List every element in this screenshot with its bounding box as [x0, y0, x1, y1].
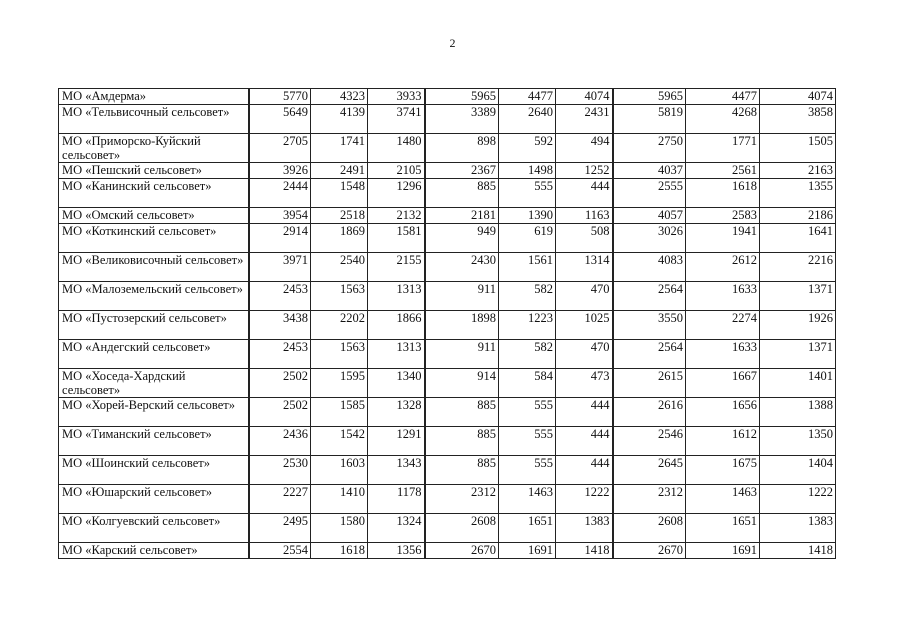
value-cell: 1222 [760, 485, 836, 514]
value-cell: 1691 [499, 543, 556, 559]
value-cell: 1350 [760, 427, 836, 456]
value-cell: 1869 [311, 224, 368, 253]
table-row [59, 89, 836, 105]
value-cell: 2612 [686, 253, 760, 282]
value-cell: 2564 [613, 282, 686, 311]
value-cell: 1388 [760, 398, 836, 427]
value-cell: 1223 [499, 311, 556, 340]
value-cell: 1898 [425, 311, 499, 340]
value-cell: 2616 [613, 398, 686, 427]
table-body [59, 89, 836, 559]
value-cell: 2431 [556, 105, 613, 134]
municipality-name-cell: МО «Канинский сельсовет» [59, 179, 249, 208]
municipality-name-cell: МО «Малоземельский сельсовет» [59, 282, 249, 311]
value-cell: 1675 [686, 456, 760, 485]
value-cell: 5965 [425, 89, 499, 105]
value-cell: 2274 [686, 311, 760, 340]
table-row [59, 456, 836, 485]
value-cell: 2436 [249, 427, 311, 456]
table-row [59, 485, 836, 514]
value-cell: 2155 [368, 253, 425, 282]
value-cell: 1178 [368, 485, 425, 514]
value-cell: 885 [425, 427, 499, 456]
value-cell: 1418 [556, 543, 613, 559]
value-cell: 1618 [686, 179, 760, 208]
value-cell: 4037 [613, 163, 686, 179]
value-cell: 1343 [368, 456, 425, 485]
value-cell: 2555 [613, 179, 686, 208]
value-cell: 2502 [249, 369, 311, 398]
value-cell: 3389 [425, 105, 499, 134]
value-cell: 1404 [760, 456, 836, 485]
value-cell: 1324 [368, 514, 425, 543]
value-cell: 2453 [249, 340, 311, 369]
table-row [59, 282, 836, 311]
value-cell: 3954 [249, 208, 311, 224]
value-cell: 2608 [425, 514, 499, 543]
value-cell: 2444 [249, 179, 311, 208]
value-cell: 1314 [556, 253, 613, 282]
value-cell: 555 [499, 398, 556, 427]
table-row [59, 179, 836, 208]
value-cell: 3438 [249, 311, 311, 340]
municipality-name-cell: МО «Карский сельсовет» [59, 543, 249, 559]
municipality-name-cell: МО «Пустозерский сельсовет» [59, 311, 249, 340]
table-row [59, 398, 836, 427]
value-cell: 2202 [311, 311, 368, 340]
value-cell: 5965 [613, 89, 686, 105]
value-cell: 1356 [368, 543, 425, 559]
value-cell: 2640 [499, 105, 556, 134]
value-cell: 2561 [686, 163, 760, 179]
table-row [59, 514, 836, 543]
value-cell: 1641 [760, 224, 836, 253]
value-cell: 444 [556, 398, 613, 427]
value-cell: 2367 [425, 163, 499, 179]
value-cell: 2312 [425, 485, 499, 514]
value-cell: 2186 [760, 208, 836, 224]
value-cell: 1603 [311, 456, 368, 485]
table-row [59, 253, 836, 282]
table-row [59, 163, 836, 179]
value-cell: 1383 [760, 514, 836, 543]
value-cell: 555 [499, 179, 556, 208]
value-cell: 1340 [368, 369, 425, 398]
value-cell: 2615 [613, 369, 686, 398]
value-cell: 4477 [686, 89, 760, 105]
value-cell: 508 [556, 224, 613, 253]
table-row [59, 427, 836, 456]
value-cell: 1633 [686, 340, 760, 369]
value-cell: 885 [425, 179, 499, 208]
value-cell: 2670 [425, 543, 499, 559]
value-cell: 1313 [368, 282, 425, 311]
municipality-name-cell: МО «Юшарский сельсовет» [59, 485, 249, 514]
value-cell: 592 [499, 134, 556, 163]
value-cell: 4057 [613, 208, 686, 224]
value-cell: 470 [556, 340, 613, 369]
value-cell: 1563 [311, 340, 368, 369]
value-cell: 444 [556, 427, 613, 456]
value-cell: 2583 [686, 208, 760, 224]
value-cell: 1667 [686, 369, 760, 398]
value-cell: 2750 [613, 134, 686, 163]
value-cell: 1741 [311, 134, 368, 163]
municipality-name-cell: МО «Колгуевский сельсовет» [59, 514, 249, 543]
value-cell: 4074 [556, 89, 613, 105]
value-cell: 2312 [613, 485, 686, 514]
value-cell: 1498 [499, 163, 556, 179]
value-cell: 1355 [760, 179, 836, 208]
value-cell: 3741 [368, 105, 425, 134]
value-cell: 2453 [249, 282, 311, 311]
value-cell: 1505 [760, 134, 836, 163]
value-cell: 911 [425, 340, 499, 369]
value-cell: 1463 [499, 485, 556, 514]
value-cell: 2181 [425, 208, 499, 224]
value-cell: 582 [499, 282, 556, 311]
value-cell: 1612 [686, 427, 760, 456]
value-cell: 555 [499, 427, 556, 456]
value-cell: 5819 [613, 105, 686, 134]
municipality-name-cell: МО «Омский сельсовет» [59, 208, 249, 224]
value-cell: 949 [425, 224, 499, 253]
table-row [59, 134, 836, 163]
table-row [59, 105, 836, 134]
value-cell: 1371 [760, 340, 836, 369]
value-cell: 2530 [249, 456, 311, 485]
value-cell: 4083 [613, 253, 686, 282]
municipality-name-cell: МО «Приморско-Куйский сельсовет» [59, 134, 249, 163]
value-cell: 1651 [686, 514, 760, 543]
value-cell: 4074 [760, 89, 836, 105]
value-cell: 1618 [311, 543, 368, 559]
value-cell: 494 [556, 134, 613, 163]
value-cell: 1371 [760, 282, 836, 311]
table-row [59, 311, 836, 340]
table-row [59, 340, 836, 369]
value-cell: 1633 [686, 282, 760, 311]
value-cell: 1926 [760, 311, 836, 340]
value-cell: 3026 [613, 224, 686, 253]
value-cell: 444 [556, 456, 613, 485]
value-cell: 2132 [368, 208, 425, 224]
value-cell: 4477 [499, 89, 556, 105]
value-cell: 1542 [311, 427, 368, 456]
page-number: 2 [449, 36, 456, 50]
value-cell: 1563 [311, 282, 368, 311]
value-cell: 898 [425, 134, 499, 163]
municipality-name-cell: МО «Коткинский сельсовет» [59, 224, 249, 253]
value-cell: 2216 [760, 253, 836, 282]
value-cell: 1222 [556, 485, 613, 514]
municipality-name-cell: МО «Тельвисочный сельсовет» [59, 105, 249, 134]
value-cell: 1548 [311, 179, 368, 208]
municipality-name-cell: МО «Тиманский сельсовет» [59, 427, 249, 456]
value-cell: 911 [425, 282, 499, 311]
value-cell: 1025 [556, 311, 613, 340]
municipality-name-cell: МО «Хорей-Верский сельсовет» [59, 398, 249, 427]
municipality-name-cell: МО «Пешский сельсовет» [59, 163, 249, 179]
table-row [59, 369, 836, 398]
value-cell: 1418 [760, 543, 836, 559]
value-cell: 1390 [499, 208, 556, 224]
value-cell: 3971 [249, 253, 311, 282]
value-cell: 2518 [311, 208, 368, 224]
table-row [59, 224, 836, 253]
value-cell: 2502 [249, 398, 311, 427]
value-cell: 4139 [311, 105, 368, 134]
value-cell: 4268 [686, 105, 760, 134]
value-cell: 2430 [425, 253, 499, 282]
value-cell: 1328 [368, 398, 425, 427]
table-row [59, 543, 836, 559]
value-cell: 1580 [311, 514, 368, 543]
municipality-name-cell: МО «Хоседа-Хардский сельсовет» [59, 369, 249, 398]
value-cell: 2554 [249, 543, 311, 559]
value-cell: 1383 [556, 514, 613, 543]
value-cell: 1941 [686, 224, 760, 253]
value-cell: 1252 [556, 163, 613, 179]
value-cell: 2163 [760, 163, 836, 179]
value-cell: 3858 [760, 105, 836, 134]
value-cell: 619 [499, 224, 556, 253]
value-cell: 2491 [311, 163, 368, 179]
value-cell: 5649 [249, 105, 311, 134]
value-cell: 2105 [368, 163, 425, 179]
municipality-name-cell: МО «Шоинский сельсовет» [59, 456, 249, 485]
value-cell: 2670 [613, 543, 686, 559]
value-cell: 3550 [613, 311, 686, 340]
value-cell: 3933 [368, 89, 425, 105]
value-cell: 1771 [686, 134, 760, 163]
value-cell: 4323 [311, 89, 368, 105]
value-cell: 1866 [368, 311, 425, 340]
municipality-name-cell: МО «Андегский сельсовет» [59, 340, 249, 369]
municipality-name-cell: МО «Великовисочный сельсовет» [59, 253, 249, 282]
value-cell: 2564 [613, 340, 686, 369]
value-cell: 1691 [686, 543, 760, 559]
municipality-name-cell: МО «Амдерма» [59, 89, 249, 105]
value-cell: 2608 [613, 514, 686, 543]
value-cell: 1561 [499, 253, 556, 282]
value-cell: 2705 [249, 134, 311, 163]
value-cell: 1410 [311, 485, 368, 514]
value-cell: 584 [499, 369, 556, 398]
value-cell: 885 [425, 456, 499, 485]
value-cell: 1313 [368, 340, 425, 369]
value-cell: 1296 [368, 179, 425, 208]
value-cell: 1595 [311, 369, 368, 398]
value-cell: 2227 [249, 485, 311, 514]
value-cell: 2914 [249, 224, 311, 253]
value-cell: 2645 [613, 456, 686, 485]
value-cell: 582 [499, 340, 556, 369]
value-cell: 2540 [311, 253, 368, 282]
value-cell: 3926 [249, 163, 311, 179]
value-cell: 1585 [311, 398, 368, 427]
value-cell: 1401 [760, 369, 836, 398]
value-cell: 444 [556, 179, 613, 208]
value-cell: 2546 [613, 427, 686, 456]
value-cell: 914 [425, 369, 499, 398]
value-cell: 2495 [249, 514, 311, 543]
value-cell: 470 [556, 282, 613, 311]
value-cell: 555 [499, 456, 556, 485]
value-cell: 1480 [368, 134, 425, 163]
value-cell: 885 [425, 398, 499, 427]
data-table [58, 88, 836, 559]
table-row [59, 208, 836, 224]
value-cell: 1651 [499, 514, 556, 543]
value-cell: 5770 [249, 89, 311, 105]
value-cell: 1463 [686, 485, 760, 514]
value-cell: 1163 [556, 208, 613, 224]
value-cell: 1291 [368, 427, 425, 456]
value-cell: 473 [556, 369, 613, 398]
value-cell: 1581 [368, 224, 425, 253]
value-cell: 1656 [686, 398, 760, 427]
